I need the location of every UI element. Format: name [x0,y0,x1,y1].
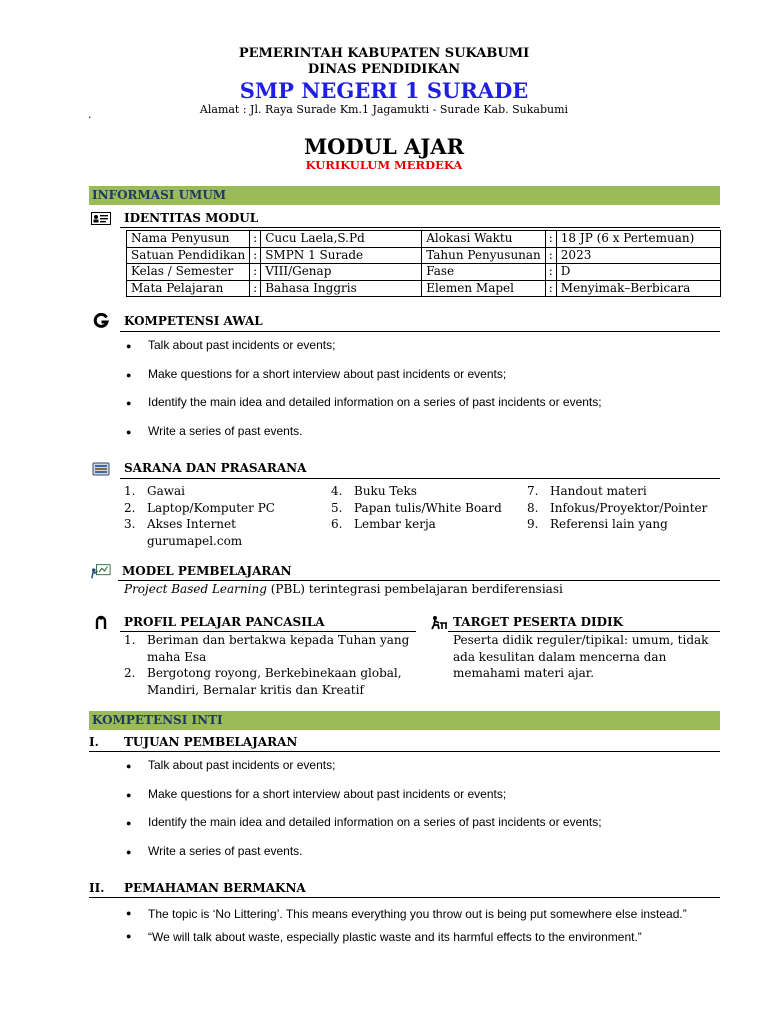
table-cell: : [545,247,556,264]
list-item: ● Write a series of past events. [126,844,726,873]
list-item [331,500,521,517]
table-cell: Alokasi Waktu [422,231,546,248]
list-item [527,500,727,517]
item-text: Lembar kerja [354,517,436,531]
profil-list [124,632,414,698]
table-cell: : [545,231,556,248]
model-name: Project Based Learning [124,582,267,596]
kompetensi-awal-list [126,338,726,452]
pemahaman-list [126,905,701,947]
table-cell: Nama Penyusun [127,231,250,248]
heading-target-peserta: TARGET PESERTA DIDIK [453,615,624,629]
item-number: 7. [527,484,539,498]
list-item: ● The topic is ‘No Littering’. This means everything you throw out is being put somewhere else instead.” [126,905,701,924]
table-cell: : [250,280,261,297]
divider [120,227,720,228]
section-bar-kompetensi-inti: KOMPETENSI INTI [89,711,720,730]
table-row [127,280,721,297]
item-number: 1. [124,484,136,498]
item-number: 4. [331,484,343,498]
tujuan-list [126,758,726,872]
heading-tujuan-pembelajaran: TUJUAN PEMBELAJARAN [124,735,298,749]
table-cell: Bahasa Inggris [261,280,422,297]
heading-pemahaman-bermakna: PEMAHAMAN BERMAKNA [124,881,306,895]
list-item: ● Make questions for a short interview about past incidents or events; [126,787,726,816]
table-row [127,247,721,264]
table-cell: Cucu Laela,S.Pd [261,231,422,248]
heading-sarana-prasarana: SARANA DAN PRASARANA [124,461,307,475]
list-item: ● Identify the main idea and detailed information on a series of past incidents or events; [126,395,726,424]
document-title: MODUL AJAR [303,134,465,159]
item-text: Beriman dan bertakwa kepada Tuhan yang maha Esa [147,633,410,664]
g-logo-icon [91,313,111,329]
table-cell: 18 JP (6 x Pertemuan) [556,231,720,248]
roman-numeral: II. [89,881,105,895]
table-cell: Menyimak–Berbicara [556,280,720,297]
item-text: Bergotong royong, Berkebinekaan global, Mandiri, Bernalar kritis dan Kreatif [147,666,402,697]
garuda-icon [91,614,111,630]
table-cell: Tahun Penyusunan [422,247,546,264]
heading-profil-pancasila: PROFIL PELAJAR PANCASILA [124,615,325,629]
item-text: Buku Teks [354,484,417,498]
divider [120,478,720,479]
item-number: 2. [124,500,136,515]
sarana-list-col1 [124,483,324,549]
list-item [331,483,521,500]
table-cell: SMPN 1 Surade [261,247,422,264]
stray-dot: . [88,108,92,121]
table-cell: Elemen Mapel [422,280,546,297]
list-item [124,533,324,550]
roman-numeral: I. [89,735,99,749]
table-cell: Fase [422,264,546,281]
list-item: ● Write a series of past events. [126,424,726,453]
item-text: Referensi lain yang [550,517,668,531]
item-number: 8. [527,500,539,515]
table-row [127,264,721,281]
sarana-list-col3 [527,483,727,533]
table-cell: : [250,231,261,248]
table-cell: VIII/Genap [261,264,422,281]
list-item [527,516,727,533]
item-number: 9. [527,517,539,531]
table-cell: : [545,264,556,281]
table-cell: : [545,280,556,297]
student-desk-icon [429,614,449,630]
divider [120,331,720,332]
item-text: Infokus/Proyektor/Pointer [550,500,708,515]
heading-kompetensi-awal: KOMPETENSI AWAL [124,314,263,328]
table-cell: Mata Pelajaran [127,280,250,297]
table-cell: : [250,247,261,264]
list-item [124,500,324,517]
table-cell: : [250,264,261,281]
heading-model-pembelajaran: MODEL PEMBELAJARAN [122,564,292,578]
model-description [124,581,563,598]
item-number: 5. [331,500,343,515]
letterhead-address: Alamat : Jl. Raya Surade Km.1 Jagamukti - Surade Kab. Sukabumi [199,103,569,116]
item-number: 2. [124,666,136,680]
item-text: Gawai [147,484,186,498]
table-cell: 2023 [556,247,720,264]
model-detail: (PBL) terintegrasi pembelajaran berdiferensiasi [266,582,563,596]
target-description: Peserta didik reguler/tipikal: umum, tidak ada kesulitan dalam mencerna dan memahami materi ajar. [453,633,709,680]
heading-identitas-modul: IDENTITAS MODUL [124,211,259,225]
item-text: Akses Internet [147,517,236,531]
item-text: Laptop/Komputer PC [147,500,275,515]
list-item: ● Identify the main idea and detailed information on a series of past incidents or events; [126,815,726,844]
table-cell: D [556,264,720,281]
section-bar-informasi-umum: INFORMASI UMUM [89,186,720,205]
list-item [124,516,324,533]
item-text: Handout materi [550,484,647,498]
table-cell: Kelas / Semester [127,264,250,281]
item-text: Papan tulis/White Board [354,500,502,515]
letterhead-department: DINAS PENDIDIKAN [307,62,461,77]
table-row [127,231,721,248]
list-item: ● “We will talk about waste, especially plastic waste and its harmful effects to the environment.” [126,928,701,947]
letterhead-government: PEMERINTAH KABUPATEN SUKABUMI [238,46,530,61]
list-item [124,665,414,698]
id-card-icon [91,210,111,226]
divider [89,751,720,752]
list-item: ● Talk about past incidents or events; [126,758,726,787]
document-subtitle: KURIKULUM MERDEKA [305,158,463,172]
divider [89,897,720,898]
list-item: ● Talk about past incidents or events; [126,338,726,367]
item-number: 1. [124,633,136,647]
list-item [331,516,521,533]
list-item [527,483,727,500]
list-item [124,483,324,500]
list-item: ● Make questions for a short interview about past incidents or events; [126,367,726,396]
item-number: 6. [331,517,343,531]
item-text: gurumapel.com [147,533,243,548]
identity-table [126,230,721,297]
sarana-list-col2 [331,483,521,533]
teacher-board-icon [91,563,111,579]
list-item [124,632,414,665]
item-number: 3. [124,517,136,531]
books-icon [91,461,111,477]
letterhead-school: SMP NEGERI 1 SURADE [239,78,529,103]
table-cell: Satuan Pendidikan [127,247,250,264]
